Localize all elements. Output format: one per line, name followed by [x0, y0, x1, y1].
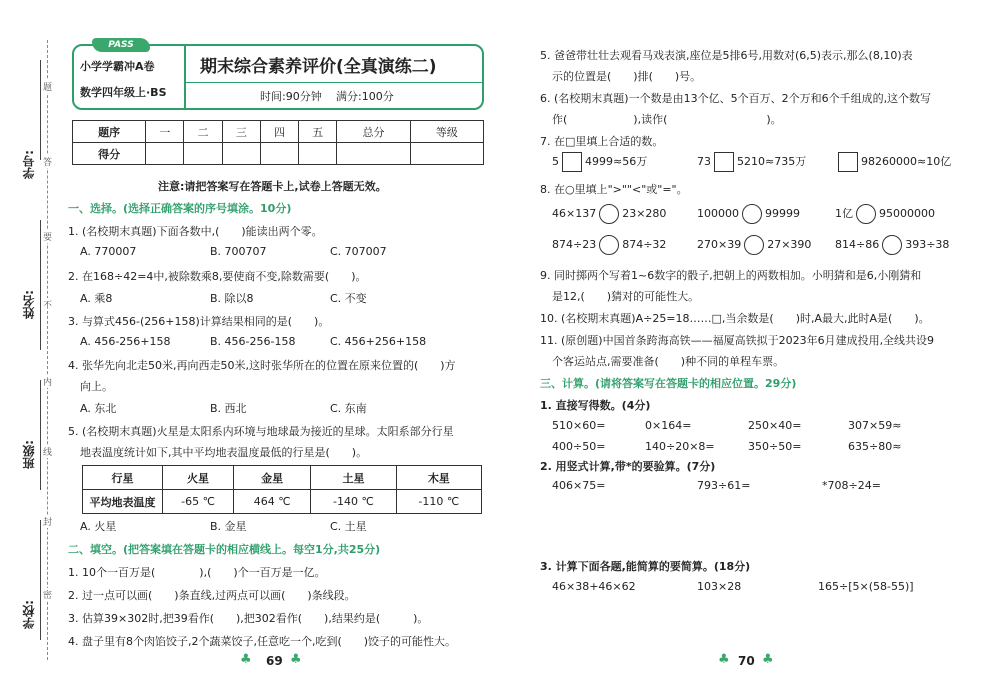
option: C. 土星	[330, 520, 367, 533]
seal-char: 要	[43, 230, 52, 243]
option: B. 除以8	[210, 292, 254, 305]
question-cont: 是12,( )猜对的可能性大。	[552, 290, 700, 303]
compare-item: 1亿 95000000	[835, 204, 935, 224]
calc-item: 350÷50=	[748, 440, 802, 453]
question: 3. 与算式456-(256+158)计算结果相同的是( )。	[68, 315, 330, 328]
calc-item: 510×60=	[552, 419, 606, 432]
compare-circle[interactable]	[856, 204, 876, 224]
question: 5. 爸爸带壮壮去观看马戏表演,座位是5排6号,用数对(6,5)表示,那么(8,10)表	[540, 49, 913, 62]
tree-icon: ♣	[718, 652, 730, 667]
option: C. 东南	[330, 402, 367, 415]
calc-item: 400÷50=	[552, 440, 606, 453]
seal-char: 封	[43, 515, 52, 528]
compare-item: 46×137 23×280	[552, 204, 666, 224]
tree-icon: ♣	[762, 652, 774, 667]
question: 11. (原创题)中国首条跨海高铁——福厦高铁拟于2023年6月建成投用,全线共设9	[540, 334, 935, 347]
full-score: 满分:100分	[336, 90, 394, 103]
question: 1. (名校期末真题)下面各数中,( )能读出两个零。	[68, 225, 323, 238]
question-cont: 地表温度统计如下,其中平均地表温度最低的行星是( )。	[80, 446, 368, 459]
part-title: 1. 直接写得数。(4分)	[540, 399, 651, 412]
notice: 注意:请把答案写在答题卡上,试卷上答题无效。	[158, 180, 387, 193]
table-cell: 行星	[83, 466, 163, 490]
estimate-item: 5 4999≈56万	[552, 152, 647, 172]
option: A. 东北	[80, 402, 117, 415]
section-title: 二、填空。(把答案填在答题卡的相应横线上。每空1分,共25分)	[68, 543, 381, 556]
table-cell: 一	[146, 121, 184, 143]
score-field[interactable]	[146, 143, 184, 165]
option: A. 456-256+158	[80, 335, 171, 348]
score-field[interactable]	[410, 143, 483, 165]
table-cell: 四	[260, 121, 298, 143]
question-cont: 作( ),读作( )。	[552, 113, 782, 126]
seal-char: 内	[43, 375, 52, 388]
option: C. 不变	[330, 292, 367, 305]
question: 10. (名校期末真题)A÷25=18……□,当余数是( )时,A最大,此时A是( )。	[540, 312, 930, 325]
compare-item: 874÷23 874÷32	[552, 235, 666, 255]
table-cell: -65 ℃	[163, 490, 234, 514]
compare-item: 814÷86 393÷38	[835, 235, 949, 255]
seal-char: 题	[43, 80, 52, 93]
table-cell: 平均地表温度	[83, 490, 163, 514]
table-cell: -110 ℃	[396, 490, 481, 514]
question: 2. 过一点可以画( )条直线,过两点可以画( )条线段。	[68, 589, 356, 602]
question: 8. 在○里填上">""<"或"="。	[540, 183, 688, 196]
table-cell: 金星	[234, 466, 311, 490]
name-label: 姓名:	[22, 290, 36, 319]
question: 6. (名校期末真题)一个数是由13个亿、5个百万、2个万和6个千组成的,这个数写	[540, 92, 932, 105]
option: C. 456+256+158	[330, 335, 427, 348]
seal-char: 答	[43, 155, 52, 168]
question: 4. 张华先向北走50米,再向西走50米,这时张华所在的位置在原来位置的( )方	[68, 359, 456, 372]
score-field[interactable]	[184, 143, 222, 165]
question: 9. 同时掷两个写着1~6数字的骰子,把朝上的两数相加。小明猜和是6,小刚猜和	[540, 269, 922, 282]
table-cell: -140 ℃	[311, 490, 396, 514]
calc-item: 307×59≈	[848, 419, 902, 432]
option: B. 金星	[210, 520, 247, 533]
score-field[interactable]	[299, 143, 337, 165]
question: 2. 在168÷42=4中,被除数乘8,要使商不变,除数需要( )。	[68, 270, 367, 283]
school-label: 学校:	[22, 600, 36, 629]
calc-item: 793÷61=	[697, 479, 751, 492]
question-cont: 向上。	[80, 380, 113, 393]
seal-char: 线	[43, 445, 52, 458]
table-cell: 三	[222, 121, 260, 143]
exam-title: 期末综合素养评价(全真演练二)	[200, 57, 437, 77]
section-title: 三、计算。(请将答案写在答题卡的相应位置。29分)	[540, 377, 797, 390]
question: 7. 在□里填上合适的数。	[540, 135, 664, 148]
question: 3. 估算39×302时,把39看作( ),把302看作( ),结果约是( )。	[68, 612, 429, 625]
calc-item: *708÷24=	[822, 479, 881, 492]
option: B. 456-256-158	[210, 335, 296, 348]
calc-item: 635÷80≈	[848, 440, 902, 453]
option: A. 乘8	[80, 292, 113, 305]
question-cont: 个客运站点,需要准备( )种不同的单程车票。	[552, 355, 785, 368]
score-field[interactable]	[260, 143, 298, 165]
calc-item: 46×38+46×62	[552, 580, 636, 593]
part-title: 2. 用竖式计算,带*的要验算。(7分)	[540, 460, 716, 473]
table-cell: 二	[184, 121, 222, 143]
page-number: 70	[738, 654, 755, 668]
calc-item: 0×164=	[645, 419, 692, 432]
option: C. 707007	[330, 245, 387, 258]
table-cell: 五	[299, 121, 337, 143]
answer-box[interactable]	[838, 152, 858, 172]
option: B. 700707	[210, 245, 267, 258]
pass-logo: PASS	[92, 38, 150, 52]
compare-item: 270×39 27×390	[697, 235, 811, 255]
table-cell: 土星	[311, 466, 396, 490]
table-cell: 题序	[73, 121, 146, 143]
seal-char: 不	[43, 298, 52, 311]
score-field[interactable]	[337, 143, 410, 165]
score-field[interactable]	[222, 143, 260, 165]
question: 4. 盘子里有8个肉馅饺子,2个蔬菜饺子,任意吃一个,吃到( )饺子的可能性大。	[68, 635, 457, 648]
compare-circle[interactable]	[599, 235, 619, 255]
grade-label: 数学四年级上·BS	[80, 86, 167, 99]
calc-item: 103×28	[697, 580, 742, 593]
student-id-label: 学号:	[22, 150, 36, 179]
question-cont: 示的位置是( )排( )号。	[552, 70, 702, 83]
compare-circle[interactable]	[744, 235, 764, 255]
question: 5. (名校期末真题)火星是太阳系内环境与地球最为接近的星球。太阳系部分行星	[68, 425, 454, 438]
compare-circle[interactable]	[882, 235, 902, 255]
temperature-table	[82, 465, 482, 514]
answer-box[interactable]	[714, 152, 734, 172]
calc-item: 140÷20×8=	[645, 440, 715, 453]
estimate-item: 73 5210≈735万	[697, 152, 806, 172]
calc-item: 165÷[5×(58-55)]	[818, 580, 914, 593]
table-cell: 得分	[73, 143, 146, 165]
section-title: 一、选择。(选择正确答案的序号填涂。10分)	[68, 202, 292, 215]
time-limit: 时间:90分钟	[260, 90, 322, 103]
tree-icon: ♣	[290, 652, 302, 667]
seal-char: 密	[43, 588, 52, 601]
estimate-item: 98260000≈10亿	[835, 152, 951, 172]
calc-item: 406×75=	[552, 479, 606, 492]
compare-circle[interactable]	[742, 204, 762, 224]
option: A. 770007	[80, 245, 137, 258]
table-cell: 木星	[396, 466, 481, 490]
exam-header	[72, 44, 484, 110]
tree-icon: ♣	[240, 652, 252, 667]
compare-item: 100000 99999	[697, 204, 800, 224]
table-cell: 总分	[337, 121, 410, 143]
option: B. 西北	[210, 402, 247, 415]
answer-box[interactable]	[562, 152, 582, 172]
compare-circle[interactable]	[599, 204, 619, 224]
part-title: 3. 计算下面各题,能简算的要简算。(18分)	[540, 560, 751, 573]
table-cell: 等级	[410, 121, 483, 143]
table-cell: 464 ℃	[234, 490, 311, 514]
series-name: 小学学霸冲A卷	[80, 60, 155, 73]
table-cell: 火星	[163, 466, 234, 490]
class-label: 班级:	[22, 440, 36, 469]
score-table	[72, 120, 484, 165]
option: A. 火星	[80, 520, 117, 533]
calc-item: 250×40=	[748, 419, 802, 432]
page-number: 69	[266, 654, 283, 668]
question: 1. 10个一百万是( ),( )个一百万是一亿。	[68, 566, 326, 579]
binding-margin	[0, 0, 60, 689]
